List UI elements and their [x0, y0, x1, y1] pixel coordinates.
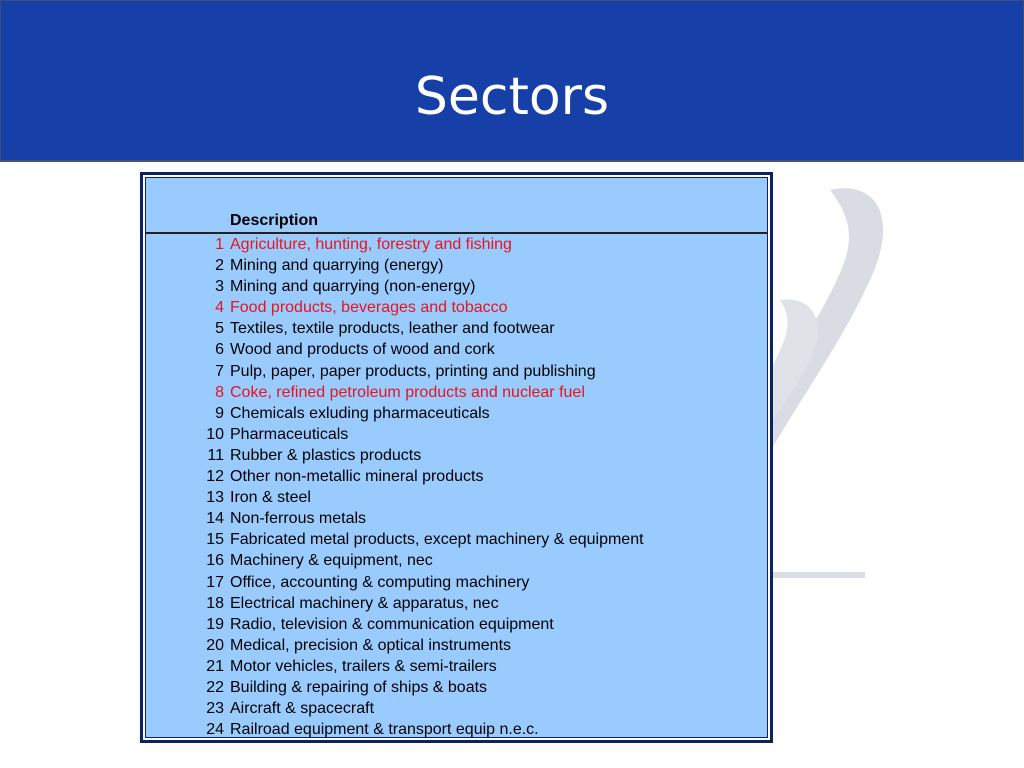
table-row	[146, 698, 767, 719]
sector-description: Agriculture, hunting, forestry and fishing	[230, 236, 512, 253]
table-row	[146, 445, 767, 466]
table-row	[146, 719, 767, 740]
table-row	[146, 403, 767, 424]
sector-description: Iron & steel	[230, 489, 311, 507]
sector-description: Rubber & plastics products	[230, 446, 422, 464]
table-row	[146, 255, 767, 276]
sector-number: 7	[215, 362, 224, 380]
table-row	[146, 276, 767, 297]
table-row	[146, 424, 767, 445]
sector-description: Fabricated metal products, except machinery & equipment	[230, 531, 644, 549]
table-row	[146, 339, 767, 360]
sector-description: Railroad equipment & transport equip n.e.c.	[230, 721, 539, 739]
sector-number: 8	[215, 383, 224, 401]
table-row	[146, 593, 767, 614]
sector-number: 13	[206, 489, 224, 507]
sector-number: 10	[206, 425, 224, 443]
sector-description: Non-ferrous metals	[230, 510, 367, 528]
table-body	[145, 177, 768, 738]
sector-number: 3	[215, 278, 224, 296]
sector-description: Chemicals exluding pharmaceuticals	[230, 404, 490, 422]
table-row	[146, 635, 767, 656]
sector-number: 18	[206, 594, 224, 612]
sector-number: 15	[206, 531, 224, 549]
sector-number: 1	[215, 236, 224, 253]
sector-number: 14	[206, 510, 224, 528]
sector-description: Motor vehicles, trailers & semi-trailers	[230, 657, 497, 675]
table-row	[146, 382, 767, 403]
table-row	[146, 297, 767, 318]
table-header-row	[146, 209, 767, 234]
sectors-table	[140, 172, 773, 743]
sector-number: 22	[206, 678, 224, 696]
sector-description: Building & repairing of ships & boats	[230, 678, 488, 696]
description-column-header: Description	[230, 212, 319, 229]
sector-description: Aircraft & spacecraft	[230, 700, 375, 718]
sector-number: 24	[206, 721, 224, 739]
sector-description: Office, accounting & computing machinery	[230, 573, 530, 591]
sector-number: 16	[206, 552, 224, 570]
table-row	[146, 572, 767, 593]
sector-description: Other non-metallic mineral products	[230, 468, 484, 486]
table-row	[146, 656, 767, 677]
sector-number: 23	[206, 700, 224, 718]
sector-description: Pharmaceuticals	[230, 425, 349, 443]
sector-number: 20	[206, 636, 224, 654]
table-row	[146, 550, 767, 571]
sector-description: Pulp, paper, paper products, printing and publishing	[230, 362, 596, 380]
sector-number: 4	[215, 299, 224, 317]
table-row	[146, 487, 767, 508]
table-row	[146, 508, 767, 529]
sector-description: Mining and quarrying (energy)	[230, 257, 444, 275]
table-row	[146, 529, 767, 550]
sector-number: 5	[215, 320, 224, 338]
sector-number: 17	[206, 573, 224, 591]
sector-description: Electrical machinery & apparatus, nec	[230, 594, 499, 612]
sector-description: Medical, precision & optical instruments	[230, 636, 512, 654]
sector-description: Wood and products of wood and cork	[230, 341, 495, 359]
sector-description: Radio, television & communication equipment	[230, 615, 554, 633]
sector-description: Food products, beverages and tobacco	[230, 299, 508, 317]
table-row	[146, 466, 767, 487]
table-row	[146, 677, 767, 698]
table-row	[146, 234, 767, 255]
title-banner	[0, 0, 1024, 162]
table-row	[146, 361, 767, 382]
sector-list	[146, 234, 767, 740]
sector-number: 21	[206, 657, 224, 675]
sector-number: 11	[207, 446, 224, 464]
slide-title: Sectors	[414, 67, 610, 127]
sector-number: 19	[206, 615, 224, 633]
sector-number: 9	[215, 404, 224, 422]
sector-description: Textiles, textile products, leather and footwear	[230, 320, 555, 338]
table-row	[146, 318, 767, 339]
sector-number: 12	[206, 468, 224, 486]
sector-description: Machinery & equipment, nec	[230, 552, 433, 570]
sector-number: 6	[215, 341, 224, 359]
sector-number: 2	[215, 257, 224, 275]
sector-description: Coke, refined petroleum products and nuclear fuel	[230, 383, 585, 401]
sector-description: Mining and quarrying (non-energy)	[230, 278, 476, 296]
table-row	[146, 614, 767, 635]
